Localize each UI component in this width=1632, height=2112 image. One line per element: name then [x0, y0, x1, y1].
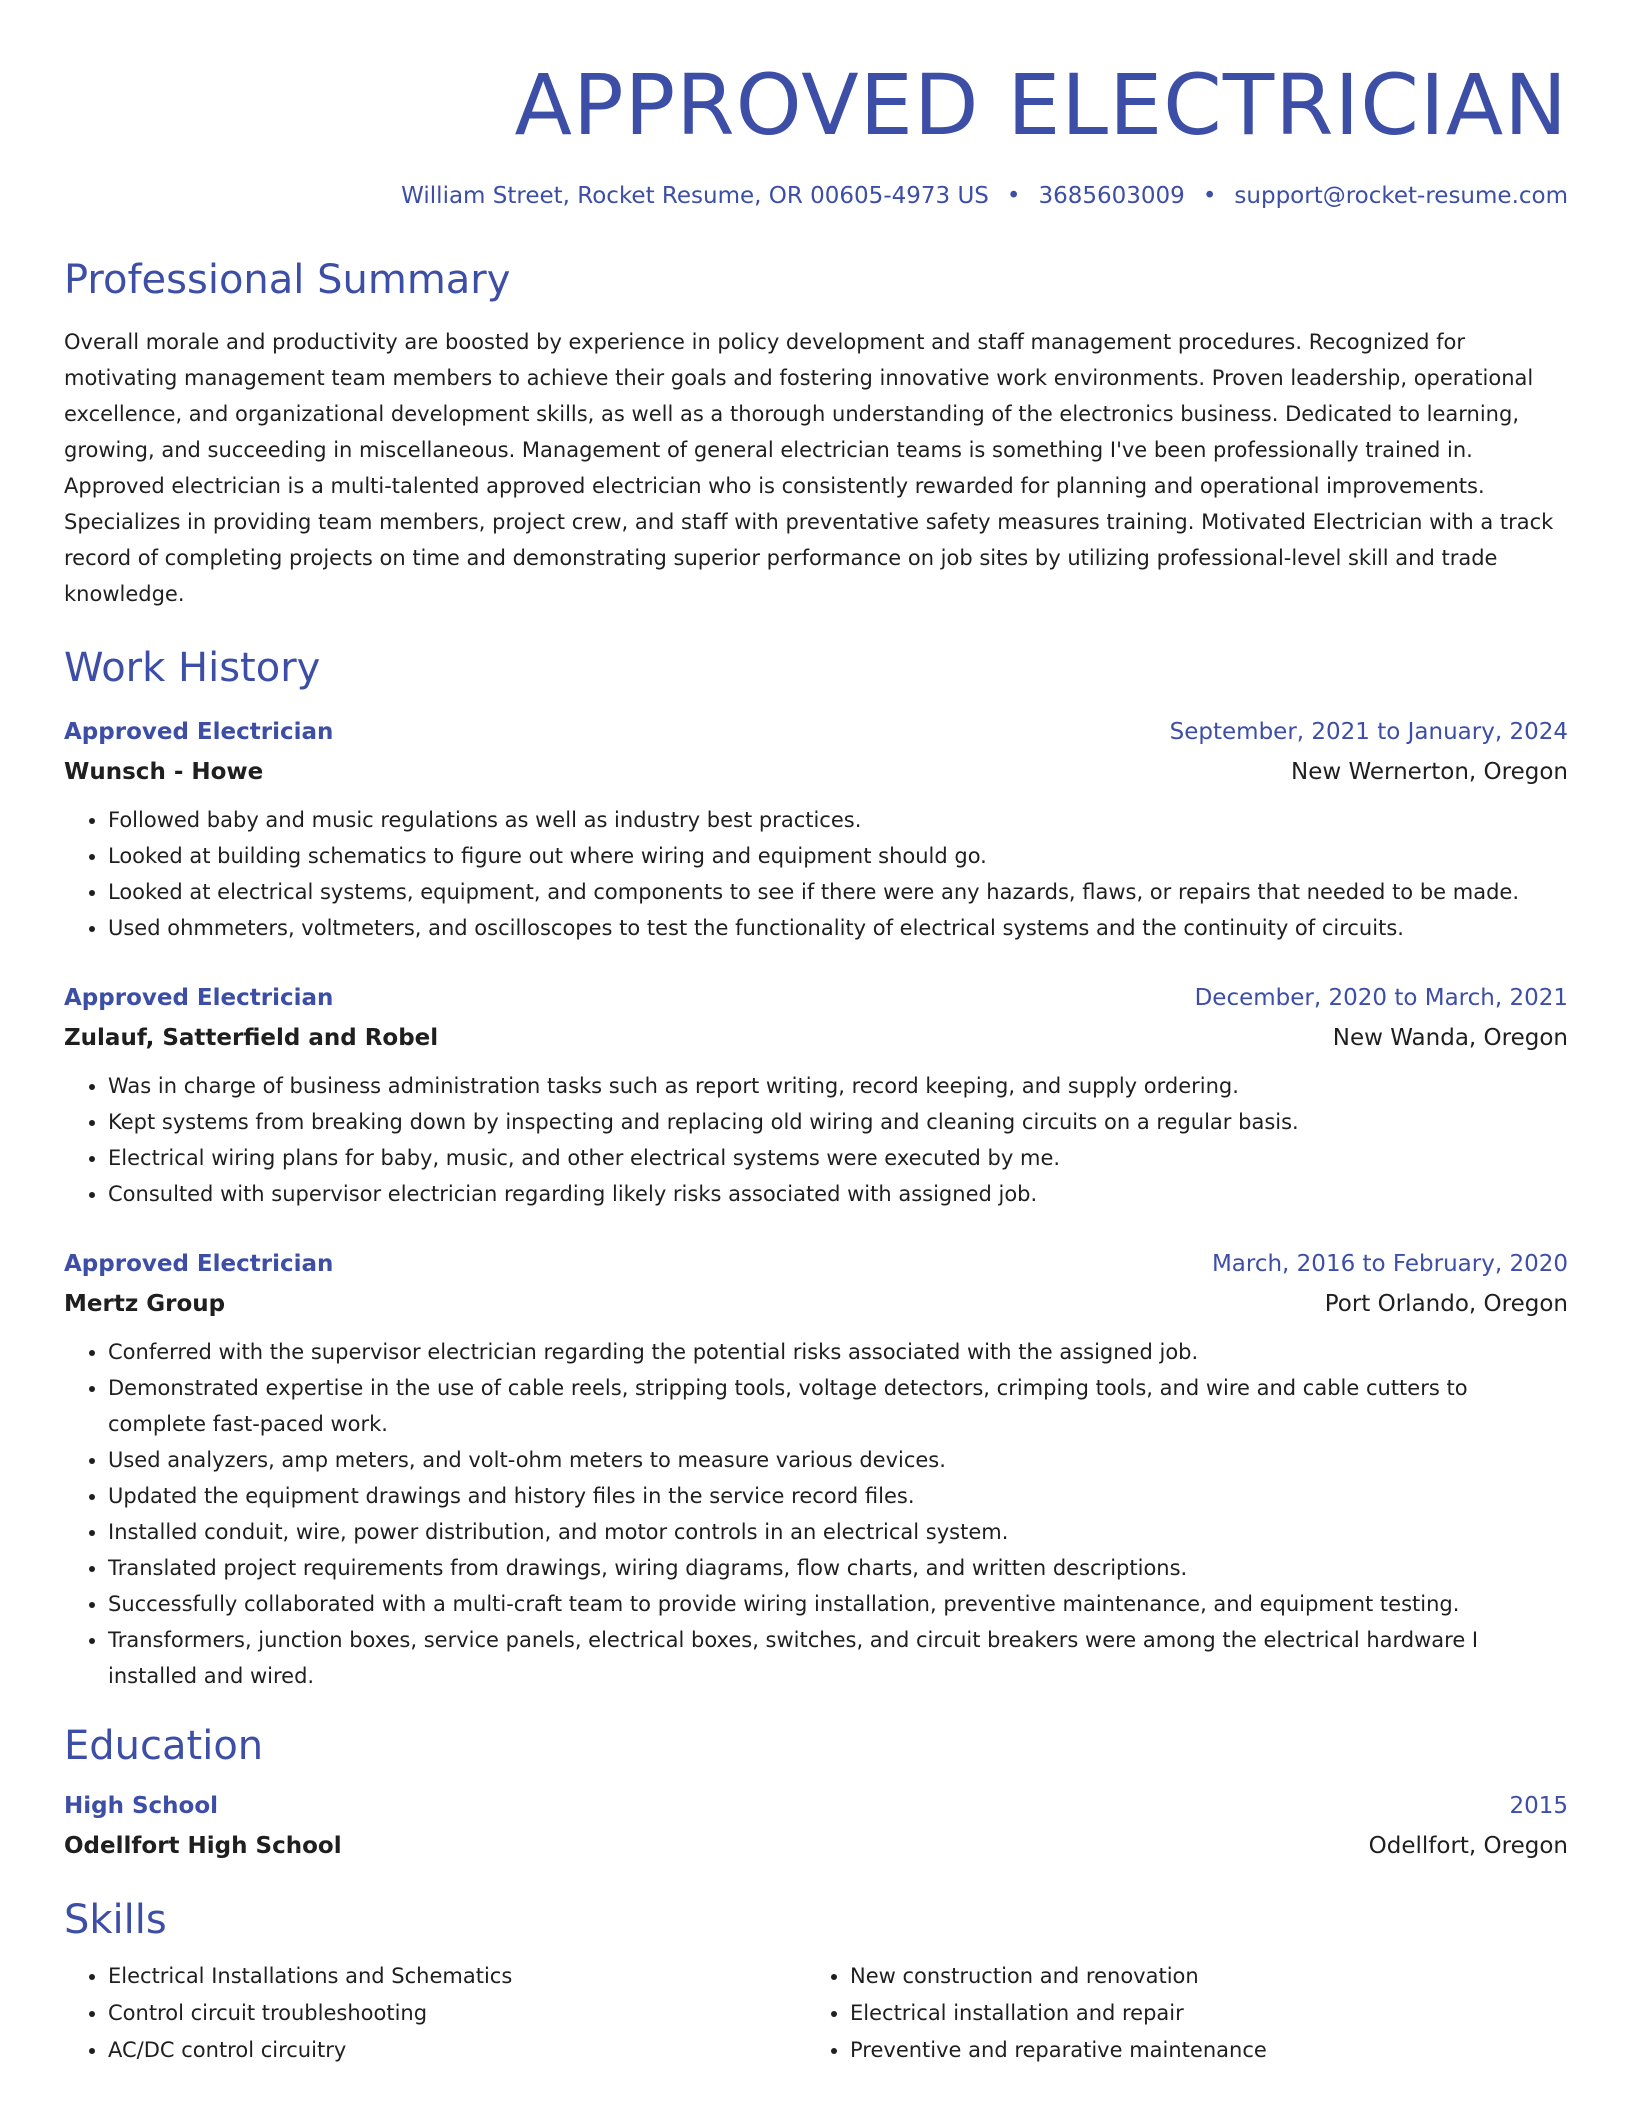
job-entry — [64, 712, 1568, 946]
job-company-row — [64, 1284, 1568, 1324]
job-company: Mertz Group — [64, 1291, 226, 1317]
skills-column-left — [64, 1958, 806, 2069]
section-title-summary: Professional Summary — [64, 257, 511, 303]
job-bullet: • Translated project requirements from drawings, wiring diagrams, flow charts, and written descriptions. — [108, 1550, 1568, 1586]
skills-column-right — [806, 1958, 1548, 2069]
job-location: New Wanda, Oregon — [1332, 1025, 1568, 1051]
job-bullet: • Looked at building schematics to figure out where wiring and equipment should go. — [108, 838, 1568, 874]
resume-page — [64, 0, 1568, 2069]
job-company: Wunsch - Howe — [64, 759, 264, 785]
job-header-row — [64, 712, 1568, 752]
job-location: Port Orlando, Oregon — [1324, 1291, 1568, 1317]
skill-item: • Control circuit troubleshooting — [108, 1995, 806, 2032]
section-title-education: Education — [64, 1723, 264, 1769]
job-entry — [64, 978, 1568, 1212]
job-location: New Wernerton, Oregon — [1291, 759, 1568, 785]
job-bullet: • Conferred with the supervisor electrician regarding the potential risks associated with the assigned job. — [108, 1334, 1568, 1370]
contact-separator: • — [1202, 183, 1217, 209]
summary-text: Overall morale and productivity are boosted by experience in policy development and staff management procedures. Recognized for motivating management team members to achieve their goals and fostering innovative work environments. Proven leadership, operational excellence, and organizational development skills, as well as a thorough understanding of the electronics business. Dedicated to learning, growing, and succeeding in miscellaneous. Management of general electrician teams is something I've been professionally trained in. Approved electrician is a multi-talented approved electrician who is consistently rewarded for planning and operational improvements. Specializes in providing team members, project crew, and staff with preventative safety measures training. Motivated Electrician with a track record of completing projects on time and demonstrating superior performance on job sites by utilizing professional-level skill and trade knowledge. — [64, 330, 1554, 606]
job-dates: September, 2021 to January, 2024 — [1169, 719, 1568, 745]
job-dates: March, 2016 to February, 2020 — [1211, 1251, 1568, 1277]
job-bullet: • Successfully collaborated with a multi-craft team to provide wiring installation, preventive maintenance, and equipment testing. — [108, 1586, 1568, 1622]
education-entry — [64, 1786, 1568, 1866]
contact-separator: • — [1006, 183, 1021, 209]
skill-item: • Preventive and reparative maintenance — [850, 2032, 1548, 2069]
job-role: Approved Electrician — [64, 719, 334, 745]
job-bullet: • Used analyzers, amp meters, and volt-ohm meters to measure various devices. — [108, 1442, 1568, 1478]
skill-item: • AC/DC control circuitry — [108, 2032, 806, 2069]
section-title-work-history: Work History — [64, 645, 321, 691]
job-bullets — [64, 1068, 1568, 1212]
job-entry — [64, 1244, 1568, 1694]
job-role: Approved Electrician — [64, 985, 334, 1011]
skills-grid — [64, 1958, 1568, 2069]
job-company: Zulauf, Satterfield and Robel — [64, 1025, 439, 1051]
education-year: 2015 — [1509, 1793, 1568, 1819]
skill-item: • Electrical Installations and Schematics — [108, 1958, 806, 1995]
contact-phone: 3685603009 — [1038, 183, 1185, 209]
candidate-name: APPROVED ELECTRICIAN — [514, 56, 1568, 154]
skill-item: • New construction and renovation — [850, 1958, 1548, 1995]
job-dates: December, 2020 to March, 2021 — [1194, 985, 1568, 1011]
job-bullet: • Kept systems from breaking down by inspecting and replacing old wiring and cleaning circuits on a regular basis. — [108, 1104, 1568, 1140]
job-company-row — [64, 1018, 1568, 1058]
job-company-row — [64, 752, 1568, 792]
job-bullets — [64, 802, 1568, 946]
skill-item: • Electrical installation and repair — [850, 1995, 1548, 2032]
education-degree: High School — [64, 1793, 219, 1819]
education-location: Odellfort, Oregon — [1368, 1833, 1568, 1859]
job-header-row — [64, 978, 1568, 1018]
job-role: Approved Electrician — [64, 1251, 334, 1277]
job-bullet: • Looked at electrical systems, equipment, and components to see if there were any hazards, flaws, or repairs that needed to be made. — [108, 874, 1568, 910]
contact-email: support@rocket-resume.com — [1234, 183, 1568, 209]
job-bullet: • Demonstrated expertise in the use of cable reels, stripping tools, voltage detectors, crimping tools, and wire and cable cutters to complete fast-paced work. — [108, 1370, 1568, 1442]
education-school: Odellfort High School — [64, 1833, 342, 1859]
job-bullet: • Installed conduit, wire, power distribution, and motor controls in an electrical system. — [108, 1514, 1568, 1550]
job-bullet: • Was in charge of business administration tasks such as report writing, record keeping, and supply ordering. — [108, 1068, 1568, 1104]
contact-line — [64, 180, 1568, 212]
job-bullet: • Electrical wiring plans for baby, music, and other electrical systems were executed by me. — [108, 1140, 1568, 1176]
education-school-row — [64, 1826, 1568, 1866]
job-bullets — [64, 1334, 1568, 1694]
job-header-row — [64, 1244, 1568, 1284]
section-title-skills: Skills — [64, 1897, 167, 1943]
job-bullet: • Transformers, junction boxes, service panels, electrical boxes, switches, and circuit breakers were among the electrical hardware I installed and wired. — [108, 1622, 1568, 1694]
job-bullet: • Used ohmmeters, voltmeters, and oscilloscopes to test the functionality of electrical systems and the continuity of circuits. — [108, 910, 1568, 946]
job-bullet: • Consulted with supervisor electrician regarding likely risks associated with assigned job. — [108, 1176, 1568, 1212]
contact-address: William Street, Rocket Resume, OR 00605-4973 US — [401, 183, 989, 209]
education-header-row — [64, 1786, 1568, 1826]
job-bullet: • Updated the equipment drawings and history files in the service record files. — [108, 1478, 1568, 1514]
job-bullet: • Followed baby and music regulations as well as industry best practices. — [108, 802, 1568, 838]
